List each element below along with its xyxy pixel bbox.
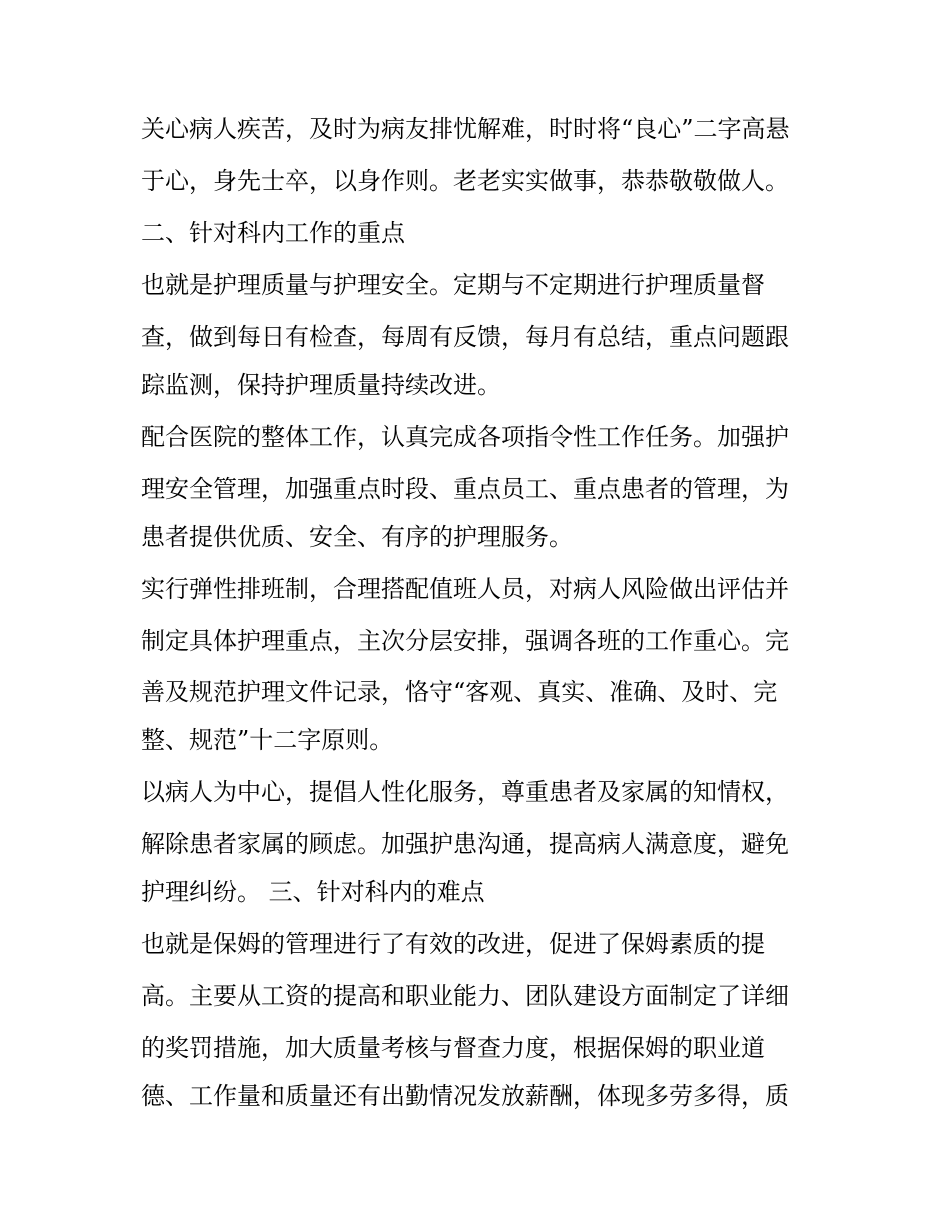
text-line: 以病人为中心，提倡人性化服务，尊重患者及家属的知情权， xyxy=(141,778,789,806)
text-line: 制定具体护理重点，主次分层安排，强调各班的工作重心。完 xyxy=(141,627,789,655)
text-line: 实行弹性排班制，合理搭配值班人员，对病人风险做出评估并 xyxy=(141,575,789,603)
text-line: 查，做到每日有检查，每周有反馈，每月有总结，重点问题跟 xyxy=(141,323,789,351)
text-line: 护理纠纷。 三、针对科内的难点 xyxy=(141,878,485,906)
text-line: 理安全管理，加强重点时段、重点员工、重点患者的管理，为 xyxy=(141,475,789,503)
section-heading: 二、针对科内工作的重点 xyxy=(141,219,405,247)
text-line: 于心，身先士卒，以身作则。老老实实做事，恭恭敬敬做人。 xyxy=(141,167,789,195)
text-line: 踪监测，保持护理质量持续改进。 xyxy=(141,371,501,399)
text-line: 整、规范”十二字原则。 xyxy=(141,726,394,754)
text-line: 配合医院的整体工作，认真完成各项指令性工作任务。加强护 xyxy=(141,423,789,451)
text-line: 的奖罚措施，加大质量考核与督查力度，根据保姆的职业道 xyxy=(141,1034,765,1062)
text-line: 患者提供优质、安全、有序的护理服务。 xyxy=(141,523,573,551)
text-line: 关心病人疾苦，及时为病友排忧解难，时时将“良心”二字高悬 xyxy=(141,115,790,143)
text-line: 高。主要从工资的提高和职业能力、团队建设方面制定了详细 xyxy=(141,982,789,1010)
text-line: 也就是保姆的管理进行了有效的改进，促进了保姆素质的提 xyxy=(141,930,765,958)
text-line: 解除患者家属的顾虑。加强护患沟通，提高病人满意度，避免 xyxy=(141,830,789,858)
text-line: 善及规范护理文件记录，恪守“客观、真实、准确、及时、完 xyxy=(141,678,778,706)
text-line: 也就是护理质量与护理安全。定期与不定期进行护理质量督 xyxy=(141,271,765,299)
text-line: 德、工作量和质量还有出勤情况发放薪酬，体现多劳多得，质 xyxy=(141,1082,789,1110)
